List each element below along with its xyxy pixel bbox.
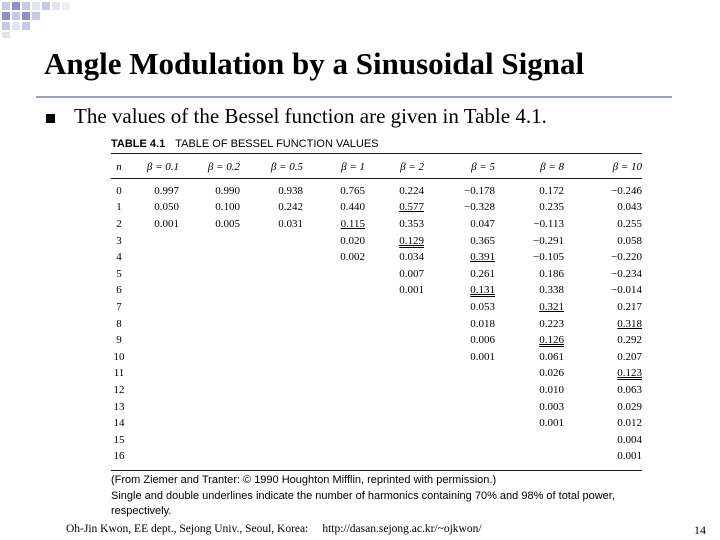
- table-row: [111, 316, 642, 333]
- column-header: β = 0.2: [207, 160, 240, 173]
- table-name: TABLE OF BESSEL FUNCTION VALUES: [175, 138, 379, 150]
- row-index-cell: 15: [113, 433, 125, 446]
- table-cell: 0.043: [617, 201, 642, 214]
- table-cell: 0.001: [154, 217, 179, 230]
- table-cell: 0.224: [399, 184, 424, 197]
- table-cell: [179, 399, 240, 416]
- table-cell: 0.391: [470, 251, 495, 264]
- table-cell: [240, 382, 303, 399]
- table-cell: 0.005: [215, 217, 240, 230]
- table-top-rule: [111, 153, 642, 154]
- table-cell: [365, 316, 424, 333]
- table-bottom-rule: [111, 470, 642, 471]
- row-index-cell: 13: [113, 400, 125, 413]
- table-cell: [365, 399, 424, 416]
- table-cell: 0.010: [539, 383, 564, 396]
- table-cell: −0.178: [464, 184, 495, 197]
- table-row: [111, 299, 642, 316]
- table-cell: −0.105: [533, 251, 564, 264]
- table-cell: [240, 449, 303, 466]
- table-cell: [424, 366, 495, 383]
- footer-text: Oh-Jin Kwon, EE dept., Sejong Univ., Seoul, Korea:: [66, 523, 309, 535]
- table-row: [111, 183, 642, 200]
- table-label: TABLE 4.1: [111, 138, 166, 150]
- column-header: β = 0.5: [270, 160, 303, 173]
- row-index-cell: 6: [116, 284, 122, 297]
- table-cell: 0.997: [154, 184, 179, 197]
- table-cell: 0.001: [470, 350, 495, 363]
- table-cell: 0.235: [539, 201, 564, 214]
- slide-title: Angle Modulation by a Sinusoidal Signal: [44, 46, 585, 81]
- row-index-cell: 9: [116, 334, 122, 347]
- table-cell: −0.291: [533, 234, 564, 247]
- title-divider: [36, 96, 672, 98]
- table-cell: [240, 366, 303, 383]
- table-cell: [365, 432, 424, 449]
- table-cell: [303, 432, 365, 449]
- table-cell: [365, 449, 424, 466]
- row-index-cell: 2: [116, 217, 122, 230]
- table-cell: [495, 449, 564, 466]
- table-cell: [179, 366, 240, 383]
- table-cell: 0.321: [539, 300, 564, 313]
- table-row: [111, 233, 642, 250]
- table-cell: 0.012: [617, 417, 642, 430]
- table-cell: 0.018: [470, 317, 495, 330]
- table-cell: 0.129: [399, 234, 424, 247]
- table-cell: [179, 382, 240, 399]
- bullet-square-icon: [46, 114, 55, 123]
- footer-url: http://dasan.sejong.ac.kr/~ojkwon/: [322, 523, 482, 535]
- table-cell: 0.172: [539, 184, 564, 197]
- table-cell: [240, 316, 303, 333]
- table-cell: [365, 415, 424, 432]
- row-index-cell: 1: [116, 201, 122, 214]
- table-row: [111, 266, 642, 283]
- table-cell: [127, 299, 179, 316]
- table-cell: 0.115: [340, 217, 365, 230]
- bullet-text: The values of the Bessel function are given in Table 4.1.: [74, 104, 547, 128]
- table-cell: 0.223: [539, 317, 564, 330]
- table-cell: [179, 415, 240, 432]
- table-cell: [240, 432, 303, 449]
- table-cell: [127, 415, 179, 432]
- table-cell: −0.113: [533, 217, 564, 230]
- table-cell: [365, 382, 424, 399]
- table-underline-note-cont: respectively.: [111, 505, 172, 517]
- table-cell: 0.063: [617, 383, 642, 396]
- footer: [66, 523, 482, 535]
- table-source-note: (From Ziemer and Tranter: © 1990 Houghton Mifflin, reprinted with permission.): [111, 474, 497, 486]
- table-cell: 0.058: [617, 234, 642, 247]
- table-cell: −0.328: [464, 201, 495, 214]
- table-cell: 0.242: [278, 201, 303, 214]
- table-cell: 0.126: [539, 334, 564, 347]
- corner-decoration: [0, 0, 170, 40]
- table-cell: 0.007: [399, 267, 424, 280]
- table-cell: [424, 432, 495, 449]
- table-cell: [424, 449, 495, 466]
- table-cell: 0.990: [215, 184, 240, 197]
- row-index-cell: 12: [113, 383, 125, 396]
- table-row: [111, 200, 642, 217]
- table-cell: 0.047: [470, 217, 495, 230]
- table-row: [111, 415, 642, 432]
- table-cell: 0.261: [470, 267, 495, 280]
- table-cell: [179, 249, 240, 266]
- table-cell: [240, 299, 303, 316]
- table-row: [111, 432, 642, 449]
- table-cell: −0.220: [611, 251, 642, 264]
- table-cell: 0.001: [617, 450, 642, 463]
- table-cell: [365, 299, 424, 316]
- table-row: [111, 332, 642, 349]
- table-cell: [127, 266, 179, 283]
- table-cell: 0.123: [617, 367, 642, 380]
- column-header: n: [116, 160, 122, 173]
- table-row: [111, 349, 642, 366]
- table-cell: [179, 449, 240, 466]
- table-cell: [303, 399, 365, 416]
- row-index-cell: 8: [116, 317, 122, 330]
- table-cell: 0.026: [539, 367, 564, 380]
- table-cell: 0.003: [539, 400, 564, 413]
- table-row: [111, 449, 642, 466]
- table-cell: 0.938: [278, 184, 303, 197]
- table-cell: [127, 366, 179, 383]
- table-cell: [179, 349, 240, 366]
- table-header-row: [111, 158, 642, 176]
- row-index-cell: 11: [113, 367, 125, 380]
- table-cell: 0.031: [278, 217, 303, 230]
- table-caption: [111, 138, 379, 150]
- table-row: [111, 249, 642, 266]
- table-cell: [127, 233, 179, 250]
- table-cell: [303, 449, 365, 466]
- table-cell: [127, 249, 179, 266]
- row-index-cell: 10: [113, 350, 125, 363]
- table-cell: 0.577: [399, 201, 424, 214]
- table-cell: [127, 449, 179, 466]
- table-cell: [127, 382, 179, 399]
- table-cell: 0.001: [399, 284, 424, 297]
- table-cell: −0.234: [611, 267, 642, 280]
- table-cell: 0.004: [617, 433, 642, 446]
- column-header: β = 0.1: [146, 160, 179, 173]
- table-cell: [303, 316, 365, 333]
- table-cell: [365, 349, 424, 366]
- table-cell: [179, 332, 240, 349]
- table-cell: 0.050: [154, 201, 179, 214]
- table-cell: 0.034: [399, 251, 424, 264]
- table-underline-note: Single and double underlines indicate the number of harmonics containing 70% and 98% of total power,: [111, 490, 615, 502]
- table-row: [111, 283, 642, 300]
- table-cell: [240, 266, 303, 283]
- table-cell: 0.020: [340, 234, 365, 247]
- table-cell: 0.353: [399, 217, 424, 230]
- table-cell: [303, 266, 365, 283]
- table-cell: [179, 432, 240, 449]
- table-cell: 0.131: [470, 284, 495, 297]
- table-cell: 0.255: [617, 217, 642, 230]
- table-cell: [179, 283, 240, 300]
- table-cell: [240, 399, 303, 416]
- table-cell: [127, 332, 179, 349]
- row-index-cell: 3: [116, 234, 122, 247]
- table-cell: [179, 299, 240, 316]
- table-cell: [303, 332, 365, 349]
- table-cell: [240, 349, 303, 366]
- table-cell: 0.006: [470, 334, 495, 347]
- table-cell: 0.053: [470, 300, 495, 313]
- page-number: 14: [694, 523, 706, 537]
- table-cell: [303, 283, 365, 300]
- table-cell: [240, 283, 303, 300]
- table-cell: [365, 332, 424, 349]
- table-cell: [424, 399, 495, 416]
- table-cell: [365, 366, 424, 383]
- table-row: [111, 399, 642, 416]
- table-cell: 0.440: [340, 201, 365, 214]
- table-cell: [179, 233, 240, 250]
- table-cell: 0.186: [539, 267, 564, 280]
- table-row: [111, 366, 642, 383]
- row-index-cell: 0: [116, 184, 122, 197]
- row-index-cell: 5: [116, 267, 122, 280]
- table-cell: 0.217: [617, 300, 642, 313]
- table-cell: 0.318: [617, 317, 642, 330]
- table-cell: 0.029: [617, 400, 642, 413]
- table-cell: 0.292: [617, 334, 642, 347]
- table-cell: [424, 415, 495, 432]
- table-cell: [240, 415, 303, 432]
- table-cell: −0.014: [611, 284, 642, 297]
- table-cell: 0.002: [340, 251, 365, 264]
- column-header: β = 2: [400, 160, 424, 173]
- column-header: β = 5: [471, 160, 495, 173]
- table-row: [111, 216, 642, 233]
- table-cell: [303, 382, 365, 399]
- table-cell: −0.246: [611, 184, 642, 197]
- table-cell: [179, 266, 240, 283]
- column-header: β = 10: [612, 160, 642, 173]
- table-cell: 0.100: [215, 201, 240, 214]
- table-cell: 0.061: [539, 350, 564, 363]
- table-cell: [127, 349, 179, 366]
- table-cell: 0.338: [539, 284, 564, 297]
- table-cell: [303, 349, 365, 366]
- bessel-table: [111, 158, 642, 465]
- table-cell: [303, 366, 365, 383]
- row-index-cell: 16: [113, 450, 125, 463]
- table-cell: 0.001: [539, 417, 564, 430]
- table-cell: [495, 432, 564, 449]
- row-index-cell: 7: [116, 300, 122, 313]
- table-cell: [240, 332, 303, 349]
- table-cell: 0.365: [470, 234, 495, 247]
- table-cell: [127, 316, 179, 333]
- table-cell: 0.207: [617, 350, 642, 363]
- table-cell: 0.765: [340, 184, 365, 197]
- table-cell: [127, 283, 179, 300]
- table-cell: [179, 316, 240, 333]
- table-cell: [127, 432, 179, 449]
- table-cell: [127, 399, 179, 416]
- table-cell: [303, 415, 365, 432]
- table-cell: [240, 249, 303, 266]
- table-cell: [424, 382, 495, 399]
- column-header: β = 1: [341, 160, 365, 173]
- row-index-cell: 14: [113, 417, 125, 430]
- column-header: β = 8: [540, 160, 564, 173]
- table-cell: [303, 299, 365, 316]
- row-index-cell: 4: [116, 251, 122, 264]
- table-row: [111, 382, 642, 399]
- table-cell: [240, 233, 303, 250]
